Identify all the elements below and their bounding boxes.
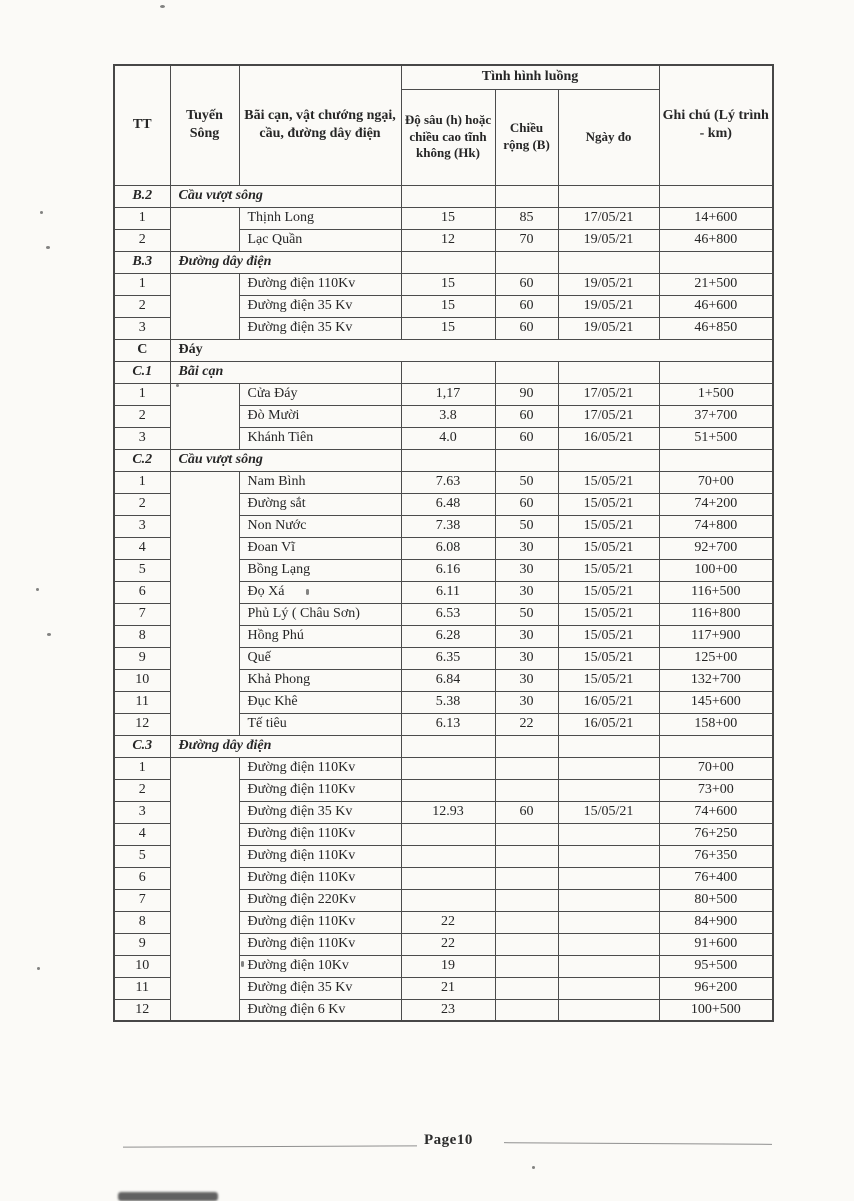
km-value: 74+600	[659, 801, 773, 823]
empty-date-cell	[558, 251, 659, 273]
obstacle-name: Đường điện 110Kv	[239, 779, 401, 801]
km-value: 46+850	[659, 317, 773, 339]
km-value: 116+500	[659, 581, 773, 603]
width-value	[495, 999, 558, 1021]
obstacle-name: Đường điện 110Kv	[239, 867, 401, 889]
km-value: 96+200	[659, 977, 773, 999]
obstacle-name: Hồng Phú	[239, 625, 401, 647]
width-value	[495, 955, 558, 977]
obstacle-name: Đò Mười	[239, 405, 401, 427]
empty-depth-cell	[401, 251, 495, 273]
row-index: 2	[114, 229, 170, 251]
scan-speck	[36, 588, 39, 591]
row-index: 11	[114, 691, 170, 713]
width-value	[495, 823, 558, 845]
depth-value: 1,17	[401, 383, 495, 405]
width-value	[495, 867, 558, 889]
row-index: 2	[114, 295, 170, 317]
km-value: 21+500	[659, 273, 773, 295]
date-value: 17/05/21	[558, 405, 659, 427]
empty-width-cell	[495, 735, 558, 757]
row-index: 3	[114, 427, 170, 449]
width-value	[495, 889, 558, 911]
width-value: 60	[495, 317, 558, 339]
section-label: Cầu vượt sông	[170, 185, 401, 207]
obstacle-name: Đọ Xá	[239, 581, 401, 603]
km-value: 132+700	[659, 669, 773, 691]
obstacle-name: Bồng Lạng	[239, 559, 401, 581]
width-value: 30	[495, 559, 558, 581]
date-value: 15/05/21	[558, 647, 659, 669]
width-value: 60	[495, 801, 558, 823]
section-code: B.2	[114, 185, 170, 207]
section-label: Cầu vượt sông	[170, 449, 401, 471]
width-value: 30	[495, 581, 558, 603]
date-value: 15/05/21	[558, 537, 659, 559]
scan-speck	[306, 589, 309, 595]
scan-speck	[160, 5, 165, 8]
section-row	[114, 449, 773, 471]
row-index: 9	[114, 933, 170, 955]
km-value: 76+400	[659, 867, 773, 889]
depth-value: 15	[401, 295, 495, 317]
depth-value	[401, 889, 495, 911]
obstacle-name: Khả Phong	[239, 669, 401, 691]
obstacle-name: Đường điện 6 Kv	[239, 999, 401, 1021]
width-value: 60	[495, 405, 558, 427]
river-column-cell	[170, 383, 239, 449]
empty-depth-cell	[401, 449, 495, 471]
km-value: 74+200	[659, 493, 773, 515]
depth-value: 6.48	[401, 493, 495, 515]
row-index: 8	[114, 625, 170, 647]
empty-depth-cell	[401, 185, 495, 207]
width-value: 50	[495, 515, 558, 537]
obstacle-name: Phủ Lý ( Châu Sơn)	[239, 603, 401, 625]
table-row	[114, 757, 773, 779]
date-value	[558, 955, 659, 977]
km-value: 116+800	[659, 603, 773, 625]
row-index: 5	[114, 559, 170, 581]
date-value	[558, 999, 659, 1021]
km-value: 117+900	[659, 625, 773, 647]
obstacle-name: Đường điện 110Kv	[239, 911, 401, 933]
empty-km-cell	[659, 735, 773, 757]
depth-value: 22	[401, 933, 495, 955]
width-value	[495, 977, 558, 999]
date-value: 15/05/21	[558, 801, 659, 823]
obstacle-name: Đường điện 10Kv	[239, 955, 401, 977]
date-value: 19/05/21	[558, 229, 659, 251]
row-index: 1	[114, 273, 170, 295]
scan-speck	[176, 384, 179, 387]
width-value: 30	[495, 625, 558, 647]
row-index: 2	[114, 779, 170, 801]
width-value: 60	[495, 493, 558, 515]
date-value: 15/05/21	[558, 581, 659, 603]
empty-date-cell	[558, 185, 659, 207]
row-index: 6	[114, 581, 170, 603]
date-value: 17/05/21	[558, 207, 659, 229]
section-label: Đáy	[170, 339, 773, 361]
depth-value: 6.53	[401, 603, 495, 625]
header-chieu-rong: Chiều rộng (B)	[495, 89, 558, 185]
obstacle-name: Đường điện 110Kv	[239, 823, 401, 845]
row-index: 1	[114, 757, 170, 779]
km-value: 84+900	[659, 911, 773, 933]
date-value: 16/05/21	[558, 713, 659, 735]
date-value: 15/05/21	[558, 603, 659, 625]
depth-value: 15	[401, 207, 495, 229]
row-index: 7	[114, 603, 170, 625]
depth-value: 6.11	[401, 581, 495, 603]
empty-depth-cell	[401, 361, 495, 383]
row-index: 7	[114, 889, 170, 911]
date-value	[558, 933, 659, 955]
width-value: 50	[495, 603, 558, 625]
km-value: 92+700	[659, 537, 773, 559]
empty-width-cell	[495, 251, 558, 273]
width-value: 60	[495, 273, 558, 295]
scan-speck	[40, 211, 43, 214]
width-value: 70	[495, 229, 558, 251]
date-value: 19/05/21	[558, 273, 659, 295]
row-index: 4	[114, 537, 170, 559]
km-value: 37+700	[659, 405, 773, 427]
obstacle-name: Tế tiêu	[239, 713, 401, 735]
width-value: 30	[495, 669, 558, 691]
empty-date-cell	[558, 361, 659, 383]
km-value: 76+250	[659, 823, 773, 845]
km-value: 91+600	[659, 933, 773, 955]
width-value: 30	[495, 537, 558, 559]
km-value: 74+800	[659, 515, 773, 537]
depth-value: 6.84	[401, 669, 495, 691]
section-label: Bãi cạn	[170, 361, 401, 383]
depth-value: 15	[401, 273, 495, 295]
empty-km-cell	[659, 361, 773, 383]
empty-km-cell	[659, 185, 773, 207]
section-code: B.3	[114, 251, 170, 273]
depth-value: 12.93	[401, 801, 495, 823]
width-value	[495, 845, 558, 867]
date-value	[558, 779, 659, 801]
header-tuyen-song: Tuyến Sông	[170, 65, 239, 185]
table-body	[114, 185, 773, 1021]
river-column-cell	[170, 757, 239, 1021]
row-index: 3	[114, 515, 170, 537]
section-row	[114, 251, 773, 273]
depth-value: 6.28	[401, 625, 495, 647]
date-value: 16/05/21	[558, 691, 659, 713]
empty-width-cell	[495, 449, 558, 471]
obstacle-name: Đường điện 35 Kv	[239, 317, 401, 339]
obstacle-name: Đường điện 35 Kv	[239, 295, 401, 317]
width-value	[495, 779, 558, 801]
row-index: 4	[114, 823, 170, 845]
width-value: 30	[495, 647, 558, 669]
header-ngay-do: Ngày đo	[558, 89, 659, 185]
depth-value: 12	[401, 229, 495, 251]
depth-value: 19	[401, 955, 495, 977]
empty-km-cell	[659, 251, 773, 273]
km-value: 125+00	[659, 647, 773, 669]
empty-date-cell	[558, 449, 659, 471]
width-value: 22	[495, 713, 558, 735]
section-row	[114, 735, 773, 757]
footer-rule-right	[504, 1142, 772, 1145]
page-footer	[0, 1130, 854, 1160]
width-value: 85	[495, 207, 558, 229]
km-value: 80+500	[659, 889, 773, 911]
section-code: C.2	[114, 449, 170, 471]
row-index: 8	[114, 911, 170, 933]
section-label: Đường dây điện	[170, 735, 401, 757]
date-value	[558, 867, 659, 889]
row-index: 3	[114, 801, 170, 823]
section-code: C	[114, 339, 170, 361]
section-code: C.1	[114, 361, 170, 383]
river-column-cell	[170, 207, 239, 251]
km-value: 51+500	[659, 427, 773, 449]
depth-value: 4.0	[401, 427, 495, 449]
obstacle-name: Lạc Quần	[239, 229, 401, 251]
date-value: 15/05/21	[558, 493, 659, 515]
depth-value: 5.38	[401, 691, 495, 713]
width-value: 60	[495, 295, 558, 317]
header-bai-can: Bãi cạn, vật chướng ngại, cầu, đường dây điện	[239, 65, 401, 185]
km-value: 73+00	[659, 779, 773, 801]
date-value	[558, 977, 659, 999]
width-value	[495, 757, 558, 779]
km-value: 46+800	[659, 229, 773, 251]
table-header	[114, 65, 773, 185]
km-value: 100+500	[659, 999, 773, 1021]
row-index: 5	[114, 845, 170, 867]
width-value	[495, 911, 558, 933]
page-number: Page10	[424, 1132, 473, 1148]
river-column-cell	[170, 471, 239, 735]
footer-rule-left	[123, 1145, 417, 1148]
table-row	[114, 383, 773, 405]
obstacle-name: Quế	[239, 647, 401, 669]
obstacle-name: Đường điện 110Kv	[239, 273, 401, 295]
width-value: 60	[495, 427, 558, 449]
date-value: 15/05/21	[558, 625, 659, 647]
section-label: Đường dây điện	[170, 251, 401, 273]
section-row	[114, 361, 773, 383]
obstacle-name: Non Nước	[239, 515, 401, 537]
width-value: 50	[495, 471, 558, 493]
table-row	[114, 207, 773, 229]
header-tt: TT	[114, 65, 170, 185]
depth-value: 15	[401, 317, 495, 339]
scan-speck	[532, 1166, 535, 1169]
empty-depth-cell	[401, 735, 495, 757]
width-value: 90	[495, 383, 558, 405]
row-index: 9	[114, 647, 170, 669]
obstacle-name: Đường điện 110Kv	[239, 933, 401, 955]
empty-width-cell	[495, 361, 558, 383]
depth-value: 6.16	[401, 559, 495, 581]
date-value	[558, 911, 659, 933]
depth-value: 3.8	[401, 405, 495, 427]
width-value	[495, 933, 558, 955]
date-value: 17/05/21	[558, 383, 659, 405]
km-value: 70+00	[659, 757, 773, 779]
row-index: 6	[114, 867, 170, 889]
km-value: 76+350	[659, 845, 773, 867]
obstacle-name: Đục Khê	[239, 691, 401, 713]
depth-value	[401, 757, 495, 779]
scan-speck	[241, 961, 244, 967]
empty-km-cell	[659, 449, 773, 471]
date-value: 15/05/21	[558, 471, 659, 493]
depth-value	[401, 867, 495, 889]
scan-speck	[46, 246, 50, 249]
header-ghi-chu: Ghi chú (Lý trình - km)	[659, 65, 773, 185]
section-row	[114, 339, 773, 361]
date-value	[558, 823, 659, 845]
date-value	[558, 757, 659, 779]
km-value: 1+500	[659, 383, 773, 405]
table-row	[114, 471, 773, 493]
depth-value	[401, 823, 495, 845]
km-value: 145+600	[659, 691, 773, 713]
row-index: 1	[114, 471, 170, 493]
obstacle-name: Đường sắt	[239, 493, 401, 515]
depth-value: 23	[401, 999, 495, 1021]
channel-survey-table	[113, 64, 774, 1022]
km-value: 95+500	[659, 955, 773, 977]
date-value: 15/05/21	[558, 515, 659, 537]
section-row	[114, 185, 773, 207]
depth-value: 6.08	[401, 537, 495, 559]
obstacle-name: Đường điện 35 Kv	[239, 977, 401, 999]
row-index: 2	[114, 493, 170, 515]
date-value: 15/05/21	[558, 559, 659, 581]
header-do-sau: Độ sâu (h) hoặc chiều cao tĩnh không (Hk)	[401, 89, 495, 185]
row-index: 1	[114, 207, 170, 229]
empty-date-cell	[558, 735, 659, 757]
depth-value: 6.35	[401, 647, 495, 669]
depth-value: 21	[401, 977, 495, 999]
depth-value: 6.13	[401, 713, 495, 735]
depth-value: 7.63	[401, 471, 495, 493]
row-index: 1	[114, 383, 170, 405]
date-value: 19/05/21	[558, 317, 659, 339]
km-value: 70+00	[659, 471, 773, 493]
scan-speck	[47, 633, 51, 636]
table-row	[114, 273, 773, 295]
row-index: 2	[114, 405, 170, 427]
obstacle-name: Đường điện 110Kv	[239, 845, 401, 867]
depth-value: 7.38	[401, 515, 495, 537]
obstacle-name: Khánh Tiên	[239, 427, 401, 449]
row-index: 3	[114, 317, 170, 339]
obstacle-name: Đường điện 35 Kv	[239, 801, 401, 823]
km-value: 14+600	[659, 207, 773, 229]
date-value	[558, 889, 659, 911]
empty-width-cell	[495, 185, 558, 207]
depth-value	[401, 845, 495, 867]
obstacle-name: Đường điện 110Kv	[239, 757, 401, 779]
obstacle-name: Cửa Đáy	[239, 383, 401, 405]
obstacle-name: Đường điện 220Kv	[239, 889, 401, 911]
km-value: 100+00	[659, 559, 773, 581]
obstacle-name: Thịnh Long	[239, 207, 401, 229]
km-value: 46+600	[659, 295, 773, 317]
depth-value: 22	[401, 911, 495, 933]
date-value	[558, 845, 659, 867]
depth-value	[401, 779, 495, 801]
river-column-cell	[170, 273, 239, 339]
date-value: 19/05/21	[558, 295, 659, 317]
km-value: 158+00	[659, 713, 773, 735]
row-index: 10	[114, 669, 170, 691]
obstacle-name: Nam Bình	[239, 471, 401, 493]
row-index: 12	[114, 999, 170, 1021]
date-value: 15/05/21	[558, 669, 659, 691]
obstacle-name: Đoan Vĩ	[239, 537, 401, 559]
header-tinh-hinh-luong: Tình hình luồng	[401, 65, 659, 89]
section-code: C.3	[114, 735, 170, 757]
row-index: 11	[114, 977, 170, 999]
row-index: 10	[114, 955, 170, 977]
width-value: 30	[495, 691, 558, 713]
scan-speck	[37, 967, 40, 970]
date-value: 16/05/21	[558, 427, 659, 449]
row-index: 12	[114, 713, 170, 735]
